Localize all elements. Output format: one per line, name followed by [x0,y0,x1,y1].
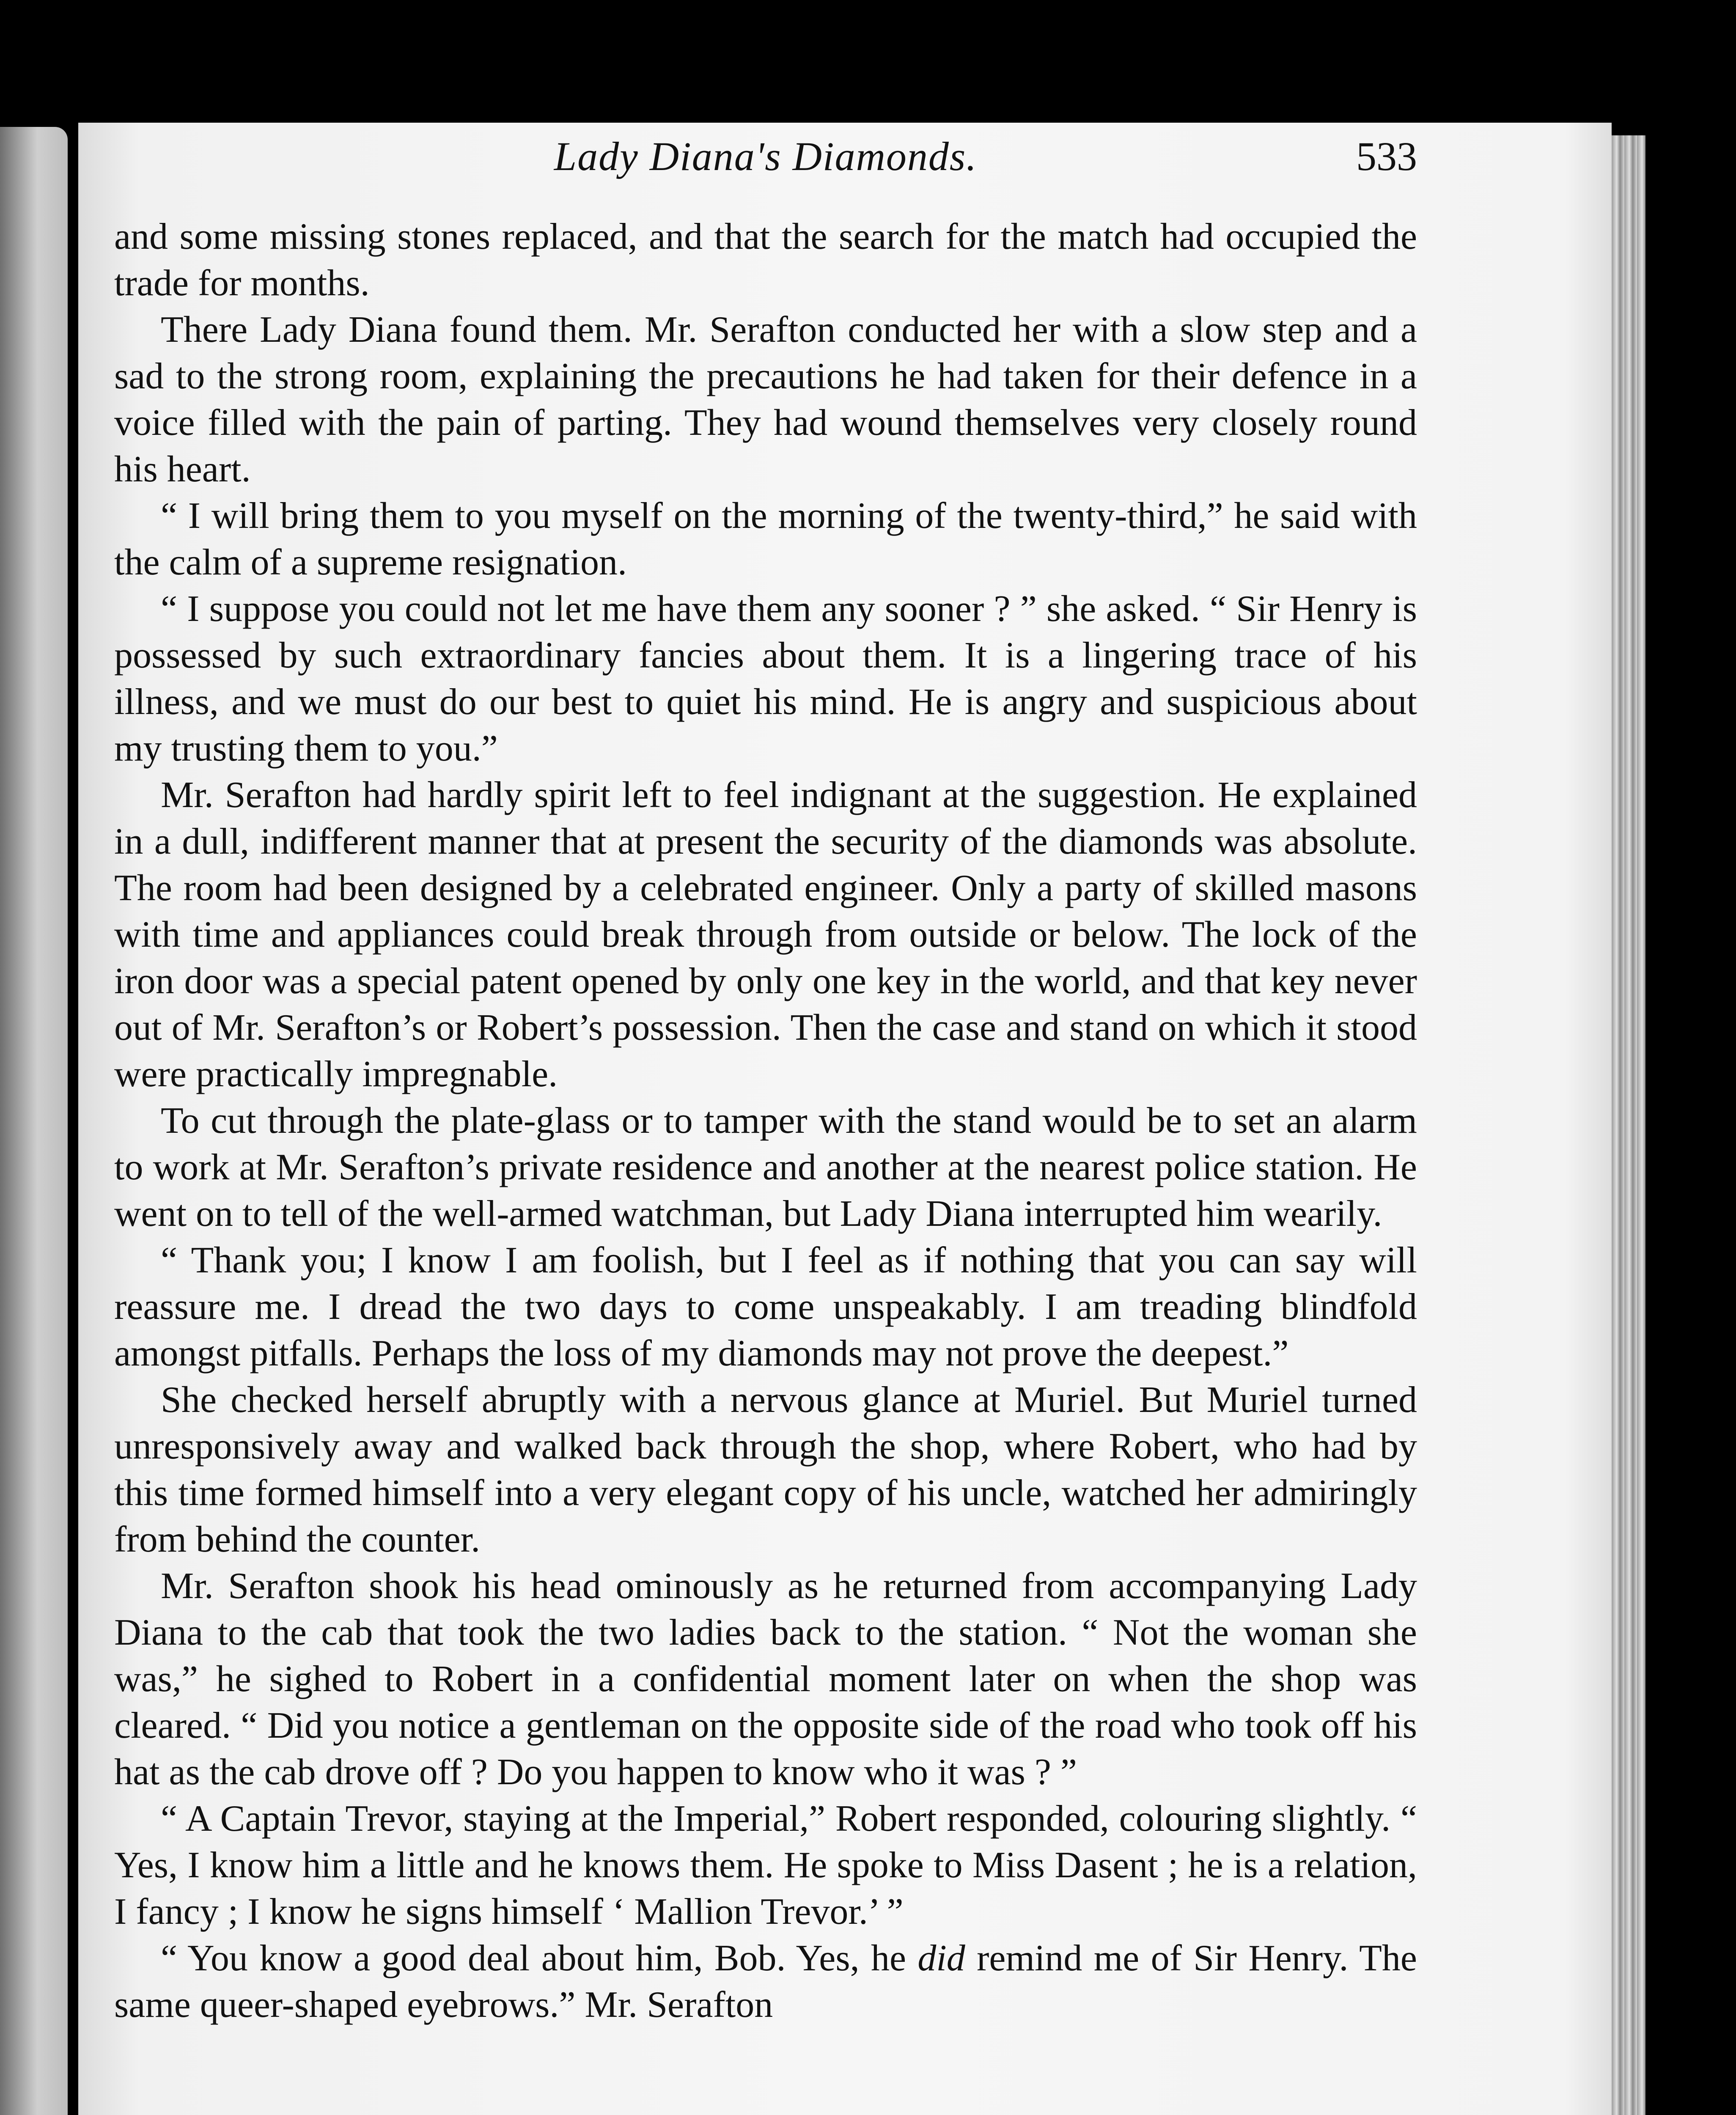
paragraph-2: There Lady Diana found them. Mr. Serafton conducted her with a slow step and a sad to the strong room, explaining the precautions he had taken for their defence in a voice filled with the pain of parting. They had wound themselves very closely round his heart. [114,309,1417,490]
body-text [114,214,1417,2028]
paragraph-6: To cut through the plate-glass or to tamper with the stand would be to set an alarm to work at Mr. Serafton’s private residence and another at the nearest police station. He went on to tell of the well-armed watchman, but Lady Diana interrupted him wearily. [114,1100,1417,1234]
paragraph-10: “ A Captain Trevor, staying at the Imperial,” Robert responded, colouring slightly. “ Yes, I know him a little and he knows them. He spoke to Miss Dasent ; he is a relation, I fancy ; I know he signs himself ‘ Mallion Trevor.’ ” [114,1798,1417,1932]
paragraph-7: “ Thank you; I know I am foolish, but I feel as if nothing that you can say will reassure me. I dread the two days to come unspeakably. I am treading blindfold amongst pitfalls. Perhaps the loss of my diamonds may not prove the deepest.” [114,1240,1417,1374]
page-number: 533 [1356,134,1417,179]
paragraph-11-end: remind me of Sir Henry. The same queer-shaped eyebrows.” Mr. Serafton [114,1938,1417,2025]
running-title: Lady Diana's Diamonds. [554,134,978,179]
paragraph-5: Mr. Serafton had hardly spirit left to feel indignant at the suggestion. He explained in a dull, indifferent manner that at present the security of the diamonds was absolute. The room had been designed by a celebrated engineer. Only a party of skilled masons with time and appliances could break through from outside or below. The lock of the iron door was a special patent opened by only one key in the world, and that key never out of Mr. Serafton’s or Robert’s possession. Then the case and stand on which it stood were practically impregnable. [114,775,1417,1095]
running-head [114,125,1417,188]
previous-page-edge [0,127,68,2115]
paragraph-11 [114,1935,1417,2028]
paragraph-11-emphasis: did [917,1938,965,1979]
paragraph-1: and some missing stones replaced, and that the search for the match had occupied the trade for months. [114,216,1417,304]
paragraph-11-start: “ You know a good deal about him, Bob. Yes, he [161,1938,918,1979]
paragraph-4: “ I suppose you could not let me have them any sooner ? ” she asked. “ Sir Henry is possessed by such extraordinary fancies about them. It is a lingering trace of his illness, and we must do our best to quiet his mind. He is angry and suspicious about my trusting them to you.” [114,588,1417,769]
paragraph-8: She checked herself abruptly with a nervous glance at Muriel. But Muriel turned unresponsively away and walked back through the shop, where Robert, who had by this time formed himself into a very elegant copy of his uncle, watched her admiringly from behind the counter. [114,1379,1417,1560]
page-stack-edge [1612,135,1645,2115]
paragraph-3: “ I will bring them to you myself on the morning of the twenty-third,” he said with the calm of a supreme resignation. [114,495,1417,583]
paragraph-9: Mr. Serafton shook his head ominously as he returned from accompanying Lady Diana to the cab that took the two ladies back to the station. “ Not the woman she was,” he sighed to Robert in a confidential moment later on when the shop was cleared. “ Did you notice a gentleman on the opposite side of the road who took off his hat as the cab drove off ? Do you happen to know who it was ? ” [114,1566,1417,1793]
